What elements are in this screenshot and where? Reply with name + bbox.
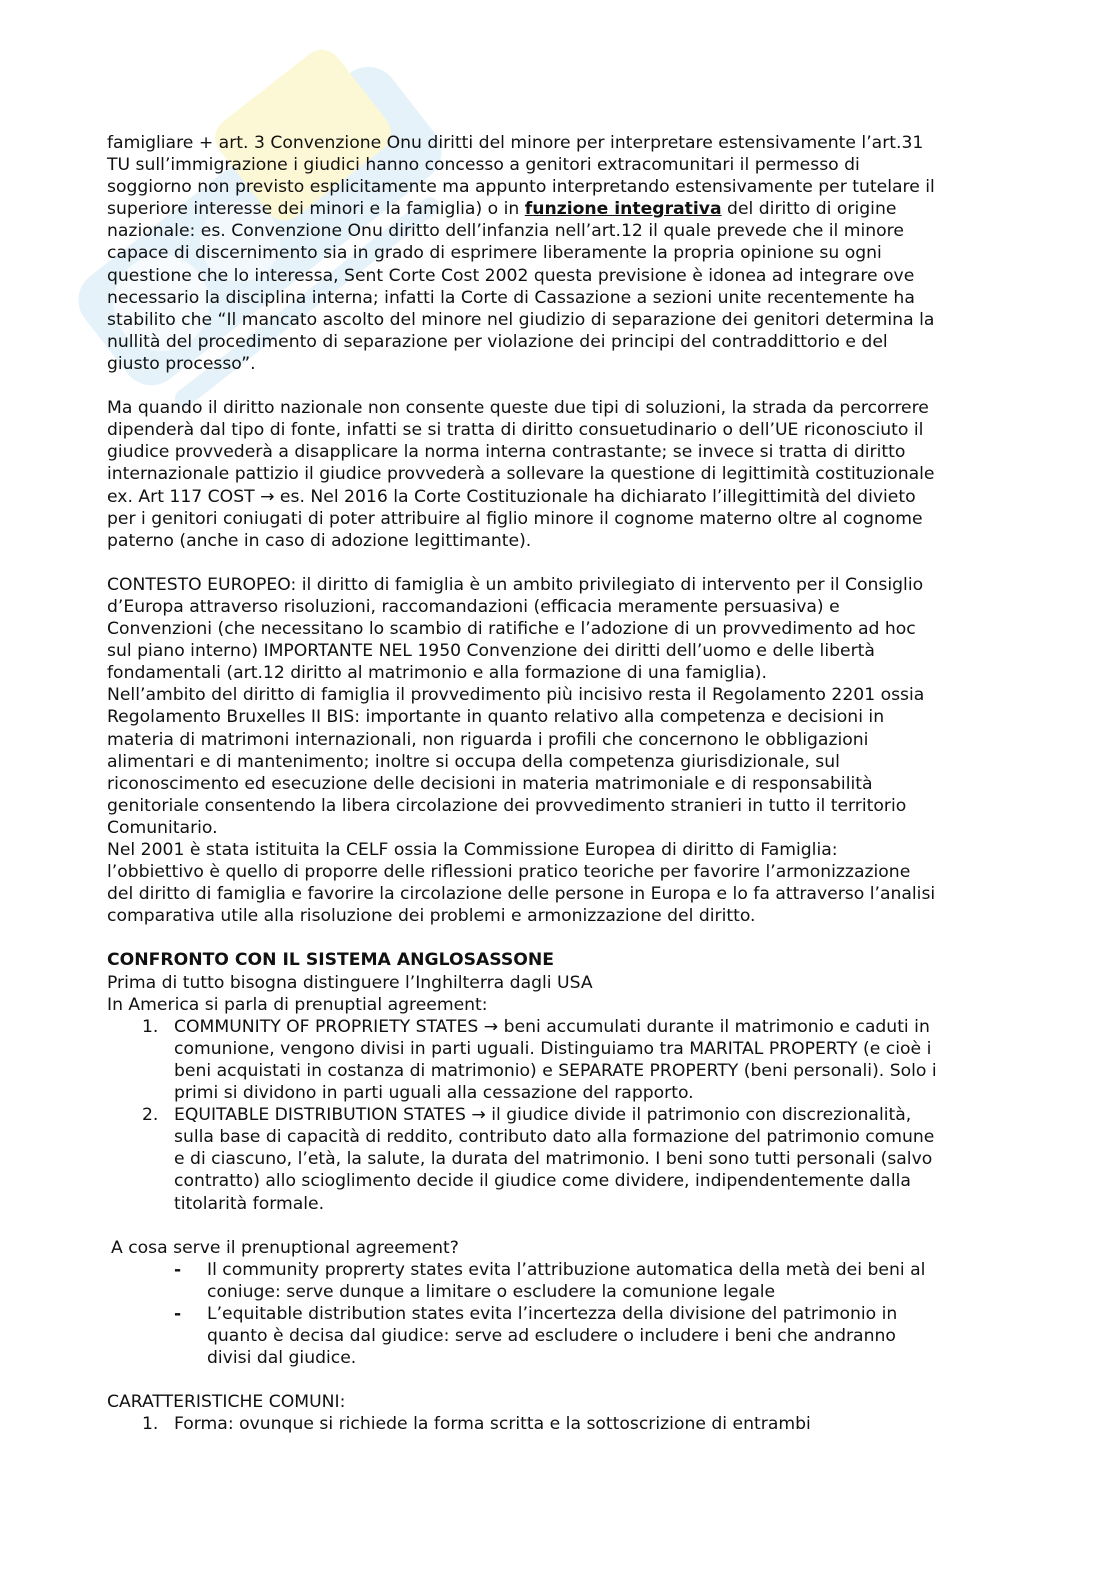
text-line [107,198,1017,220]
numbered-list [107,1016,1017,1215]
text-line: del diritto di famiglia e favorire la circolazione delle persone in Europa e lo fa attraverso l’analisi [107,884,936,905]
text-line: capace di discernimento sia in grado di esprimere liberamente la propria opinione su ogni [107,243,882,264]
bullet-dash: - [174,1259,182,1280]
paragraph-spacer [107,552,1017,574]
list-item [107,1259,1017,1303]
text-line: e di ciascuno, l’età, la salute, la durata del matrimonio. I beni sono tutti personali (salvo [174,1149,933,1170]
text-line: quanto è decisa dal giudice: serve ad escludere o includere i beni che andranno [207,1326,896,1347]
text-line: d’Europa attraverso risoluzioni, raccomandazioni (efficacia meramente persuasiva) e [107,596,840,617]
paragraph-international-law [107,132,1017,375]
paragraph-spacer [107,375,1017,397]
section-heading: CONFRONTO CON IL SISTEMA ANGLOSASSONE [107,950,554,971]
text-segment: superiore interesse dei minori e la famiglia) o in [107,199,525,220]
text-line: In America si parla di prenuptial agreement: [107,994,488,1015]
emphasis-funzione-integrativa: funzione integrativa [524,199,722,220]
text-line: giudice provvederà a disapplicare la norma interna contrastante; se invece si tratta di diritto [107,442,906,463]
text-line: Nel 2001 è stata istituita la CELF ossia la Commissione Europea di diritto di Famiglia: [107,840,838,860]
section-anglosaxon [107,949,1017,1435]
list-item [107,1016,1017,1104]
text-line: fondamentali (art.12 diritto al matrimonio e alla formazione di una famiglia). [107,663,767,684]
list-number: 2. [142,1105,159,1126]
text-line: materia di matrimoni internazionali, non riguarda i profili che concernono le obbligazioni [107,729,869,750]
subsection-heading: CARATTERISTICHE COMUNI: [107,1392,346,1413]
paragraph-spacer [107,927,1017,949]
text-segment: Forma: ovunque si richiede la forma scritta e la sottoscrizione di entrambi [174,1414,811,1435]
text-line: beni acquistati in costanza di matrimonio) e SEPARATE PROPERTY (beni personali). Solo i [174,1060,937,1081]
text-line: contratto) allo scioglimento decide il giudice come dividere, indipendentemente dalla [174,1171,911,1192]
bullet-first-line [174,1303,1017,1325]
text-line: Nell’ambito del diritto di famiglia il provvedimento più incisivo resta il Regolamento 2201 ossia [107,685,925,706]
text-line: TU sull’immigrazione i giudici hanno concesso a genitori extracomunitari il permesso di [107,155,860,176]
text-line: alimentari e di mantenimento; inoltre si occupa della competenza giurisdizionale, sul [107,751,840,772]
text-line: coniuge: serve dunque a limitare o escludere la comunione legale [207,1281,776,1302]
document-page [107,132,1017,1436]
text-line: famigliare + art. 3 Convenzione Onu diritti del minore per interpretare estensivamente l’art.31 [107,133,924,153]
text-segment: Il community proprerty states evita l’attribuzione automatica della metà dei beni al [207,1259,926,1280]
list-item-first-line [142,1104,1017,1126]
text-line: giusto processo”. [107,353,256,374]
bullet-dash: - [174,1303,182,1324]
text-line: comunione, vengono divisi in parti uguali. Distinguiamo tra MARITAL PROPERTY (e cioè i [174,1038,932,1059]
text-segment: del diritto di origine [721,199,897,220]
text-line: nullità del procedimento di separazione per violazione dei principi del contraddittorio e del [107,331,888,352]
text-line: per i genitori coniugati di poter attribuire al figlio minore il cognome materno oltre al cognome [107,508,923,529]
text-line: l’obbiettivo è quello di proporre delle riflessioni pratico teoriche per favorire l’armonizzazione [107,862,911,883]
list-number: 1. [142,1414,159,1435]
text-line: dipenderà dal tipo di fonte, infatti se si tratta di diritto consuetudinario o dell’UE riconosciuto il [107,420,924,441]
paragraph-spacer [107,1215,1017,1237]
list-item [107,1104,1017,1214]
text-line: ex. Art 117 COST → es. Nel 2016 la Corte Costituzionale ha dichiarato l’illegittimità del divieto [107,486,916,507]
text-line: Prima di tutto bisogna distinguere l’Inghilterra dagli USA [107,972,593,993]
list-item [142,1413,1017,1435]
text-line: stabilito che “Il mancato ascolto del minore nel giudizio di separazione dei genitori determina la [107,309,935,330]
text-line: Ma quando il diritto nazionale non consente queste due tipi di soluzioni, la strada da percorrere [107,398,929,419]
text-line: nazionale: es. Convenzione Onu diritto dell’infanzia nell’art.12 il quale prevede che il minore [107,221,904,242]
text-line: necessario la disciplina interna; infatti la Corte di Cassazione a sezioni unite recentemente ha [107,287,915,308]
text-line: Convenzioni (che necessitano lo scambio di ratifiche e l’adozione di un provvedimento ad hoc [107,619,916,640]
list-item-first-line [142,1016,1017,1038]
paragraph-spacer [107,1369,1017,1391]
text-line: genitoriale consentendo la libera circolazione dei provvedimento stranieri in tutto il territorio [107,795,907,816]
text-line: internazionale pattizio il giudice provvederà a sollevare la questione di legittimità costituzionale [107,464,935,485]
bullet-list [107,1259,1017,1369]
text-segment: L’equitable distribution states evita l’incertezza della divisione del patrimonio in [207,1303,898,1324]
text-line: questione che lo interessa, Sent Corte Cost 2002 questa previsione è idonea ad integrare ove [107,265,915,286]
question-line: A cosa serve il prenuptional agreement? [111,1237,459,1258]
text-line: comparativa utile alla risoluzione dei problemi e armonizzazione del diritto. [107,906,756,927]
text-line: paterno (anche in caso di adozione legittimante). [107,530,532,551]
text-line: CONTESTO EUROPEO: il diritto di famiglia è un ambito privilegiato di intervento per il Consiglio [107,574,924,595]
list-number: 1. [142,1016,159,1037]
text-line: divisi dal giudice. [207,1348,357,1369]
numbered-list [107,1413,1017,1435]
text-line: primi si dividono in parti uguali alla cessazione del rapporto. [174,1083,694,1104]
text-segment: EQUITABLE DISTRIBUTION STATES → il giudice divide il patrimonio con discrezionalità, [174,1105,912,1126]
bullet-first-line [174,1259,1017,1281]
text-line: riconoscimento ed esecuzione delle decisioni in materia matrimoniale e di responsabilità [107,773,873,794]
paragraph-national-law [107,397,1017,552]
paragraph-european-context [107,574,1017,928]
text-line: titolarità formale. [174,1193,325,1214]
text-line: soggiorno non previsto esplicitamente ma appunto interpretando estensivamente per tutelare il [107,177,935,198]
text-line: Regolamento Bruxelles II BIS: importante in quanto relativo alla competenza e decisioni in [107,707,885,728]
text-line: Comunitario. [107,817,218,838]
list-item [107,1303,1017,1369]
text-line: sulla base di capacità di reddito, contributo dato alla formazione del patrimonio comune [174,1127,935,1148]
text-line: sul piano interno) IMPORTANTE NEL 1950 Convenzione dei diritti dell’uomo e delle libertà [107,641,875,662]
text-segment: COMMUNITY OF PROPRIETY STATES → beni accumulati durante il matrimonio e caduti in [174,1016,930,1037]
